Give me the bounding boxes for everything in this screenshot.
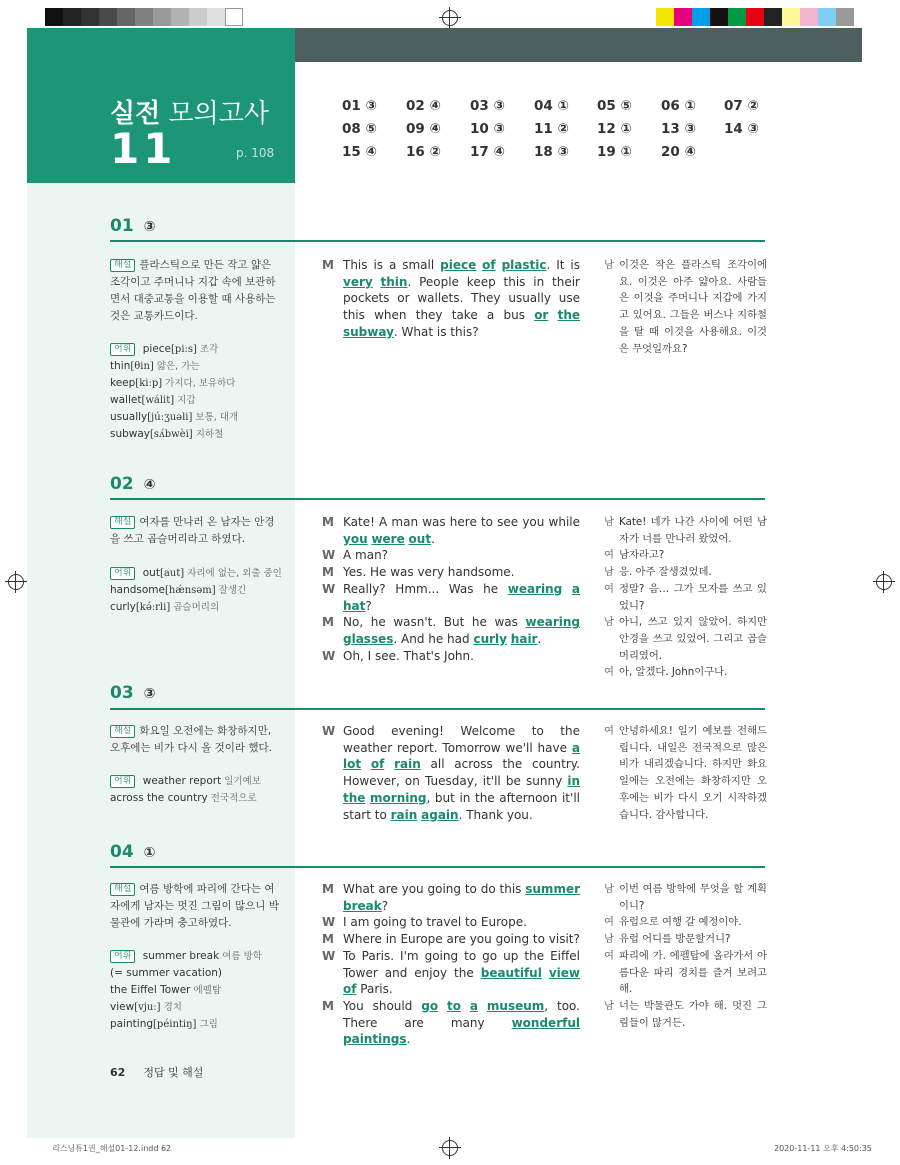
dialog-line (322, 648, 580, 665)
dialog-line: 여 유럽으로 여행 갈 예정이야. (604, 914, 767, 931)
divider (110, 866, 765, 868)
answer-item: 03 ③ (470, 98, 505, 114)
answer-item: 12 ① (597, 121, 632, 137)
script-text (461, 999, 470, 1013)
answer-item: 13 ③ (661, 121, 696, 137)
key-phrase: wearing (507, 581, 563, 596)
vocab-tag: 어휘 (110, 775, 135, 788)
key-phrase: you (343, 531, 368, 546)
listening-script: M This is a small piece of plastic. It is very thin. People keep this in their pockets or wallets. They usually use this when they take a bus or the subway. What is this? (322, 258, 580, 339)
speaker-label: W (322, 915, 336, 930)
test-number: 11 (110, 124, 177, 173)
key-phrase: wonderful (511, 1015, 580, 1030)
script-text: Oh, I see. That's John. (343, 648, 474, 663)
divider (110, 498, 765, 500)
dialog-line (322, 614, 580, 647)
vocab-item: usually[júːʒuəli] 보통, 대개 (110, 411, 239, 423)
key-phrase: break (343, 898, 382, 913)
script-text: . (431, 531, 435, 546)
key-phrase: lot (343, 757, 362, 772)
script-text: What are you going to do this (343, 882, 526, 896)
speaker-label: 남 (604, 566, 614, 579)
script-text: To Paris. I'm going to go up the Eiffel Tower and enjoy the (343, 948, 580, 980)
question-heading: 04 ① (110, 842, 156, 862)
script-text: Paris. (356, 982, 393, 997)
answer-item: 06 ① (661, 98, 696, 114)
script-text: ? (365, 598, 372, 613)
script-text: Where in Europe are you going to visit? (343, 932, 580, 947)
vocab-tag: 어휘 (110, 567, 135, 580)
key-phrase: museum (486, 998, 545, 1013)
vocab-item: out[aut] 자리에 없는, 외출 중인 (142, 567, 282, 579)
key-phrase: hat (343, 598, 366, 613)
key-phrase: beautiful (480, 965, 542, 980)
vocab-item: summer break 여름 방학 (142, 950, 262, 962)
speaker-label: 남 (604, 933, 614, 946)
key-phrase: hair (510, 631, 538, 646)
cmyk-color-bar (656, 8, 854, 26)
speaker-label: W (322, 581, 336, 596)
dialog-line (322, 881, 580, 914)
script-text: Really? Hmm... Was he (343, 581, 508, 596)
vocab-item: (= summer vacation) (110, 967, 222, 979)
page-label: 정답 및 해설 (143, 1066, 204, 1079)
print-date: 2020-11-11 오후 4:50:35 (774, 1144, 872, 1153)
script-text: . What is this? (393, 324, 479, 339)
script-text: . It is (546, 258, 580, 272)
vocab-item: painting[péintiŋ] 그림 (110, 1018, 218, 1030)
page-number: 62 (110, 1066, 126, 1079)
dialog-line: 여 파리에 가. 에펠탑에 올라가서 아름다운 파리 경치를 즐겨 보려고 해. (604, 948, 767, 998)
registration-mark-icon (876, 574, 892, 590)
dialog-line (322, 547, 580, 564)
speaker-label: W (322, 948, 336, 963)
key-phrase: rain (390, 807, 418, 822)
script-text (384, 757, 394, 771)
key-phrase: a (571, 740, 580, 755)
vocabulary (110, 773, 282, 807)
explanation: 해설 여름 방학에 파리에 간다는 여자에게 남자는 멋진 그림이 많으니 박물관에 가라며 충고하였다. (110, 883, 279, 929)
question-heading: 01 ③ (110, 216, 156, 236)
key-phrase: glasses (343, 631, 394, 646)
dialog-line (322, 514, 580, 547)
dialog-line: 여 아, 알겠다. John이구나. (604, 664, 767, 681)
key-phrase: wearing (525, 615, 580, 630)
speaker-label: 여 (604, 916, 614, 929)
page-title: 실전 모의고사 (110, 99, 269, 129)
explain-tag: 해설 (110, 725, 135, 738)
answer-item: 15 ④ (342, 144, 377, 160)
script-text: . (537, 631, 542, 646)
dialog-line: 여 정말? 음… 그가 모자를 쓰고 있었니? (604, 581, 767, 614)
key-phrase: view (548, 965, 580, 980)
vocab-item: across the country 전국적으로 (110, 792, 257, 804)
listening-script: W Good evening! Welcome to the weather report. Tomorrow we'll have a lot of rain all across the country. However, on Tuesday, it'll be sunny in the morning, but in the afternoon it'll start to rain again. Thank you. (322, 724, 580, 822)
speaker-label: 남 (604, 616, 614, 629)
explain-tag: 해설 (110, 259, 135, 272)
dialog-line (322, 948, 580, 998)
answer-item: 05 ⑤ (597, 98, 632, 114)
answer-item: 18 ③ (534, 144, 569, 160)
dialog-line: 남 유럽 어디를 방문할거니? (604, 931, 767, 948)
key-phrase: subway (343, 324, 394, 339)
registration-mark-icon (442, 1140, 458, 1156)
registration-mark-icon (442, 10, 458, 26)
speaker-label: M (322, 565, 334, 580)
vocab-tag: 어휘 (110, 343, 135, 356)
korean-translation (604, 881, 767, 1031)
script-text: No, he wasn't. But he was (343, 615, 526, 630)
speaker-label: 남 (604, 883, 614, 895)
key-phrase: the (343, 790, 366, 805)
script-text (361, 757, 371, 771)
speaker-label: M (322, 932, 334, 947)
script-text: Good evening! Welcome to the weather report. Tomorrow we'll have (343, 724, 580, 755)
divider (110, 240, 765, 242)
script-text (438, 999, 447, 1013)
key-phrase: summer (525, 882, 580, 896)
key-phrase: thin (380, 274, 408, 289)
speaker-label: M (322, 998, 334, 1013)
script-text: . (406, 1032, 411, 1047)
dialog-line: 남 이번 여름 방학에 무엇을 할 계획이니? (604, 881, 767, 914)
script-text: This is a small (343, 258, 441, 272)
script-text: A man? (343, 548, 389, 563)
script-text: Yes. He was very handsome. (343, 565, 515, 580)
script-text: . And he had (393, 631, 474, 646)
key-phrase: very (343, 274, 373, 289)
vocab-item: thin[θin] 얇은, 가는 (110, 360, 200, 372)
dialog-line (322, 914, 580, 931)
dialog-line (322, 998, 580, 1048)
speaker-label: 여 (604, 582, 614, 595)
listening-script (322, 514, 580, 664)
explain-tag: 해설 (110, 516, 135, 529)
speaker-label: M (322, 615, 334, 630)
script-text (562, 582, 572, 596)
speaker-label: 남 (604, 516, 614, 528)
speaker-label: 남 (604, 999, 614, 1012)
key-phrase: piece (440, 258, 477, 272)
header-band (295, 28, 862, 62)
dialog-line (322, 931, 580, 948)
speaker-label: 여 (604, 549, 614, 562)
korean-translation (604, 514, 767, 681)
speaker-label: M (322, 882, 334, 896)
answer-item: 16 ② (406, 144, 441, 160)
answer-item: 07 ② (724, 98, 759, 114)
key-phrase: of (343, 982, 357, 997)
dialog-line: 남 아니, 쓰고 있지 않았어. 하지만 안경을 쓰고 있었어. 그리고 곱슬머리였어. (604, 614, 767, 664)
key-phrase: in (567, 774, 580, 789)
dialog-line: 남 너는 박물관도 가야 해. 멋진 그림들이 많거든. (604, 998, 767, 1031)
vocabulary (110, 948, 282, 1033)
script-text: . People keep this in their pockets or wallets. They usually use this when they take a bus (343, 274, 580, 323)
korean-translation: 남 이것은 작은 플라스틱 조각이에요. 이것은 아주 얇아요. 사람들은 이것을 주머니나 지갑에 가지고 있어요. 그들은 버스나 지하철을 탈 때 이것을 사용해요. 이것은 무엇일까요? (604, 259, 767, 355)
answer-item: 20 ④ (661, 144, 696, 160)
vocab-item: curly[kə́ːrli] 곱슬머리의 (110, 601, 220, 613)
script-text: all across the country. However, on Tuesday, it'll be sunny (343, 757, 580, 789)
vocabulary (110, 565, 282, 616)
answer-item: 17 ④ (470, 144, 505, 160)
answer-item: 04 ① (534, 98, 569, 114)
answer-item: 14 ③ (724, 121, 759, 137)
key-phrase: again (421, 807, 459, 822)
key-phrase: go (421, 998, 439, 1013)
key-phrase: a (571, 581, 580, 596)
key-phrase: the (557, 308, 580, 323)
script-text: , but in the afternoon it'll start to (343, 790, 580, 822)
vocab-item: the Eiffel Tower 에펠탑 (110, 984, 222, 996)
grayscale-color-bar (45, 8, 243, 26)
answer-item: 10 ③ (470, 121, 505, 137)
speaker-label: W (322, 648, 336, 663)
key-phrase: of (482, 258, 496, 272)
vocab-item: weather report 일기예보 (142, 775, 261, 787)
answer-item: 09 ④ (406, 121, 441, 137)
key-phrase: rain (394, 757, 421, 772)
script-text: ? (381, 898, 389, 913)
script-text (542, 966, 549, 980)
dialog-line (322, 581, 580, 614)
script-text: I am going to travel to Europe. (343, 915, 527, 930)
listening-script (322, 881, 580, 1048)
dialog-line (322, 564, 580, 581)
vocab-item: wallet[wálit] 지갑 (110, 394, 196, 406)
key-phrase: to (447, 998, 461, 1013)
dialog-line: 여 남자라고? (604, 547, 767, 564)
page-reference: p. 108 (236, 146, 275, 160)
script-text: Kate! A man was here to see you while (343, 515, 580, 529)
file-slug: 리스닝튜1권_해설01-12.indd 62 (52, 1144, 172, 1153)
key-phrase: plastic (501, 258, 547, 272)
key-phrase: out (408, 531, 432, 546)
key-phrase: a (469, 998, 478, 1013)
key-phrase: curly (473, 631, 507, 646)
key-phrase: paintings (343, 1032, 407, 1047)
vocab-item: subway[sʌ́bwèi] 지하철 (110, 428, 224, 440)
script-text: , too. There are many (343, 998, 580, 1030)
key-phrase: morning (370, 790, 427, 805)
vocab-tag: 어휘 (110, 950, 135, 963)
speaker-label: M (322, 515, 334, 529)
answer-item: 01 ③ (342, 98, 377, 114)
question-heading: 03 ③ (110, 683, 156, 703)
key-phrase: of (370, 757, 385, 772)
explanation: 해설 화요일 오전에는 화창하지만, 오후에는 비가 다시 올 것이라 했다. (110, 725, 273, 754)
dialog-line: 남 응. 아주 잘생겼었데. (604, 564, 767, 581)
vocab-item: view[vjuː] 경치 (110, 1001, 182, 1013)
divider (110, 708, 765, 710)
question-heading: 02 ④ (110, 474, 156, 494)
speaker-label: W (322, 548, 336, 563)
script-text (548, 308, 557, 322)
explain-tag: 해설 (110, 883, 135, 896)
script-text (373, 275, 381, 289)
key-phrase: were (371, 531, 405, 546)
vocab-item: piece[piːs] 조각 (142, 343, 219, 355)
speaker-label: 여 (604, 949, 614, 962)
dialog-line: 남 Kate! 네가 나간 사이에 어떤 남자가 너를 만나러 왔었어. (604, 514, 767, 547)
script-text (478, 999, 487, 1013)
vocab-item: handsome[hǽnsəm] 잘생긴 (110, 584, 247, 596)
explanation: 해설 플라스틱으로 만든 작고 얇은 조각이고 주머니나 지갑 속에 보관하면서 대중교통을 이용할 때 사용하는 것은 교통카드이다. (110, 259, 276, 322)
page-footer (110, 1064, 203, 1080)
vocab-item: keep[kiːp] 가지다, 보유하다 (110, 377, 236, 389)
key-phrase: or (534, 308, 549, 323)
korean-translation: 여 안녕하세요! 일기 예보를 전해드립니다. 내일은 전국적으로 많은 비가 내리겠습니다. 하지만 화요일에는 오전에는 화창하지만 오후에는 비가 다시 오기 시작하겠습니다. 감사합니다. (604, 725, 767, 821)
answer-item: 11 ② (534, 121, 569, 137)
script-text: You should (343, 998, 422, 1013)
speaker-label: 여 (604, 666, 614, 679)
explanation: 해설 여자를 만나러 온 남자는 안경을 쓰고 곱슬머리라고 하였다. (110, 516, 275, 545)
answer-item: 02 ④ (406, 98, 441, 114)
registration-mark-icon (8, 574, 24, 590)
script-text: . Thank you. (458, 807, 533, 822)
vocabulary (110, 341, 282, 443)
answer-item: 19 ① (597, 144, 632, 160)
answer-item: 08 ⑤ (342, 121, 377, 137)
